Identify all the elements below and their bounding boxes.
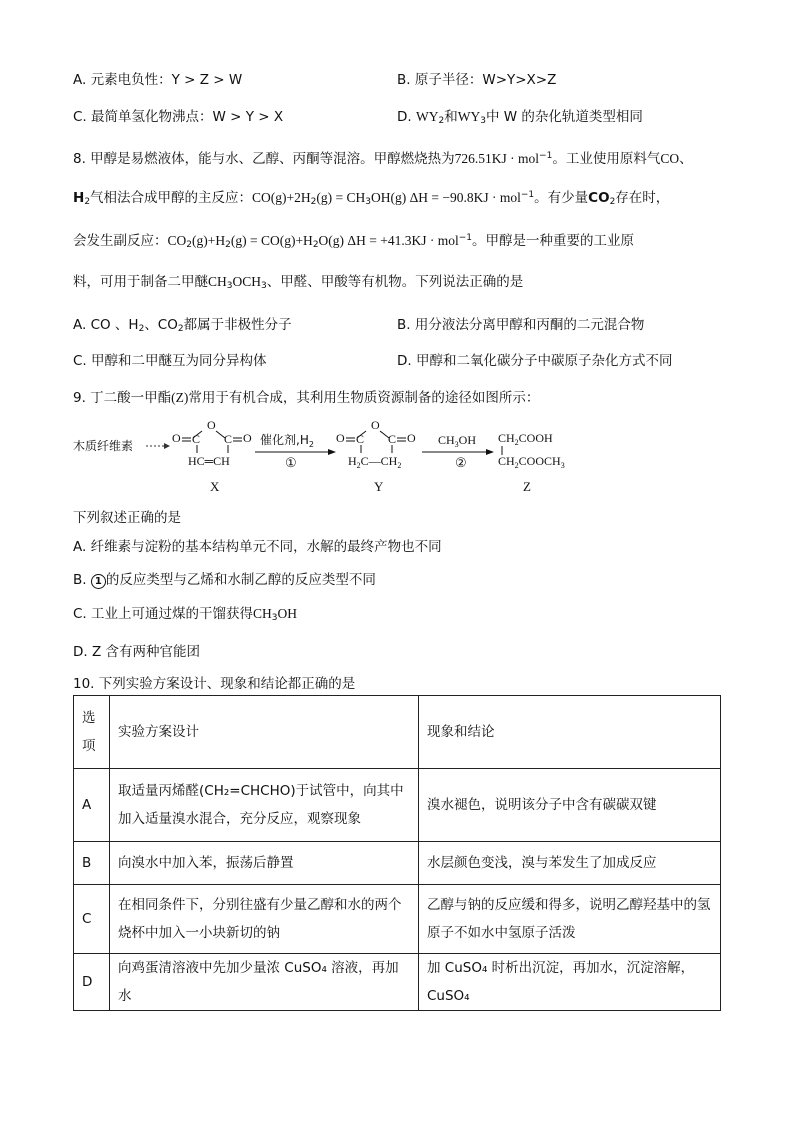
row-plan: 向溴水中加入苯，振荡后静置 xyxy=(110,842,419,885)
svg-text:CH2COOCH3: $CH_2COOCH_3$ xyxy=(498,454,565,470)
molecule-z xyxy=(498,431,565,470)
row-plan: 在相同条件下，分别往盛有少量乙醇和水的两个 烧杯中加入一小块新切的钠 xyxy=(110,885,419,954)
table-row xyxy=(74,769,721,842)
q9-ask: 下列叙述正确的是 xyxy=(73,510,181,526)
header-option: 选 项 xyxy=(74,696,110,769)
svg-text:H2C—CH2: $H_2C—CH_2$ xyxy=(348,454,402,470)
q7-option-d: D. $WY_2$和$WY_3$中 W 的杂化轨道类型相同 xyxy=(397,109,643,126)
q9-option-a: A. 纤维素与淀粉的基本结构单元不同，水解的最终产物也不同 xyxy=(73,539,442,555)
row-result: 溴水褪色，说明该分子中含有碳碳双键 xyxy=(419,769,721,842)
q10-experiment-table xyxy=(73,695,721,1011)
row-result: 水层颜色变浅，溴与苯发生了加成反应 xyxy=(419,842,721,885)
svg-text:O: O xyxy=(371,418,380,432)
header-result: 现象和结论 xyxy=(419,696,721,769)
molecule-y xyxy=(336,418,416,470)
q9-option-b: B. 1 的反应类型与乙烯和水制乙醇的反应类型不同 xyxy=(73,572,376,588)
q8-option-d: D. 甲醇和二氧化碳分子中碳原子杂化方式不同 xyxy=(397,353,673,369)
q8-option-a: A. CO 、$H_2$、$CO_2$都属于非极性分子 xyxy=(73,317,292,334)
arrow1-step: ① xyxy=(285,455,297,470)
q7-option-c: C. 最简单氢化物沸点：W > Y > X xyxy=(73,109,284,125)
svg-text:C: C xyxy=(192,432,201,446)
molecule-x xyxy=(172,418,252,468)
q7-option-a: A. 元素电负性：Y > Z > W xyxy=(73,72,243,88)
circled-one-icon: 1 xyxy=(91,574,106,589)
row-key: A xyxy=(74,769,110,842)
q8-stem-line3: 会发生副反应：$CO_2(g)+H_2(g) = CO(g)+H_2O(g) \Delta H = +41.3KJ \cdot mol^{-1}$。甲醇是一种重要的工业原 xyxy=(73,233,634,250)
svg-text:O: O xyxy=(407,431,416,445)
label-x: X xyxy=(210,479,220,494)
q10-stem: 10. 下列实验方案设计、现象和结论都正确的是 xyxy=(73,676,356,692)
svg-text:C: C xyxy=(224,432,233,446)
table-row xyxy=(74,842,721,885)
start-material-label: 木质纤维素 xyxy=(73,439,134,453)
arrow1-condition: 催化剂$,H_2$ xyxy=(260,433,314,449)
svg-text:O: O xyxy=(172,431,181,445)
q8-stem-line1: 8. 甲醇是易燃液体，能与水、乙醇、丙酮等混溶。甲醇燃烧热为726.51KJ · mol$^{-1}$。工业使用原料气CO、 xyxy=(73,151,693,167)
row-key: C xyxy=(74,885,110,954)
arrow2-step: ② xyxy=(455,455,467,470)
arrow2-condition: $CH_3OH$ xyxy=(438,433,477,449)
table-header-row xyxy=(74,696,721,769)
row-key: B xyxy=(74,842,110,885)
q8-stem-line2: $H_2$气相法合成甲醇的主反应：$CO(g)+2H_2(g) = CH_3OH(g) \Delta H = -90.8KJ \cdot mol^{-1}$。有少量$CO_2$存在时， xyxy=(73,190,670,207)
label-z: Z xyxy=(523,479,531,494)
q8-option-c: C. 甲醇和二甲醚互为同分异构体 xyxy=(73,353,267,369)
svg-text:C: C xyxy=(388,432,397,446)
table-row xyxy=(74,954,721,1011)
svg-text:O: O xyxy=(243,431,252,445)
svg-text:O: O xyxy=(207,418,216,432)
label-y: Y xyxy=(374,479,384,494)
q9-option-d: D. Z 含有两种官能团 xyxy=(73,644,201,660)
q9-option-c: C. 工业上可通过煤的干馏获得$CH_3OH$ xyxy=(73,606,298,623)
row-result: 加 CuSO₄ 时析出沉淀，再加水，沉淀溶解，CuSO₄ xyxy=(419,954,721,1011)
row-plan: 取适量丙烯醛(CH₂=CHCHO)于试管中，向其中 加入适量溴水混合，充分反应，观察现象 xyxy=(110,769,419,842)
table-row xyxy=(74,885,721,954)
header-plan: 实验方案设计 xyxy=(110,696,419,769)
q9-reaction-diagram xyxy=(70,415,590,497)
q8-option-b: B. 用分液法分离甲醇和丙酮的二元混合物 xyxy=(397,317,645,333)
q7-option-b: B. 原子半径：W>Y>X>Z xyxy=(397,72,557,88)
row-key: D xyxy=(74,954,110,1011)
svg-text:CH2COOH: $CH_2COOH$ xyxy=(498,431,553,447)
row-plan: 向鸡蛋清溶液中先加少量浓 CuSO₄ 溶液，再加水 xyxy=(110,954,419,1011)
svg-text:O: O xyxy=(336,431,345,445)
svg-text:C: C xyxy=(356,432,365,446)
q8-stem-line4: 料，可用于制备二甲醚$CH_3OCH_3$、甲醛、甲酸等有机物。下列说法正确的是 xyxy=(73,274,524,291)
q9-stem: 9. 丁二酸一甲酯(Z)常用于有机合成，其利用生物质资源制备的途径如图所示： xyxy=(73,390,540,406)
svg-text:HC═CH: HC═CH xyxy=(188,454,230,468)
row-result: 乙醇与钠的反应缓和得多，说明乙醇羟基中的氢 原子不如水中氢原子活泼 xyxy=(419,885,721,954)
